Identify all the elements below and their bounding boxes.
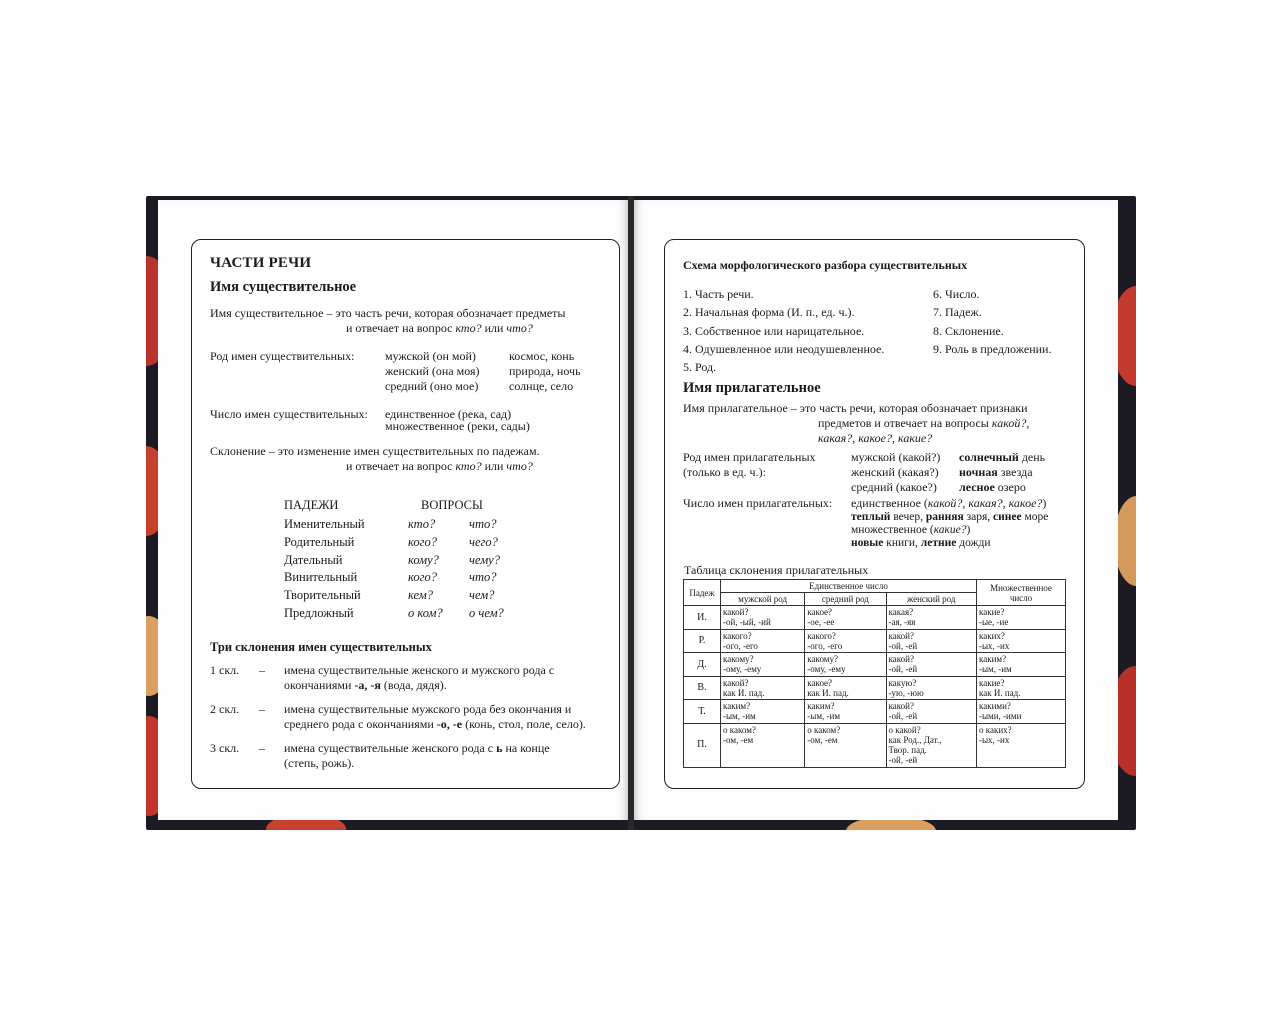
adj-gender-item: женский (какая?) [851,465,939,479]
adj-gender-example: ночная звезда [959,465,1033,479]
scheme-item: 7. Падеж. [933,305,982,319]
scheme-item: 2. Начальная форма (И. п., ед. ч.). [683,305,855,319]
declension-definition-line2: и отвечает на вопрос кто? или что? [346,459,533,473]
table-row [684,606,1066,630]
table-cell: какой? -ой, -ый, -ий [721,606,805,630]
cases-header: ПАДЕЖИ [284,498,339,512]
case-question: кем? [408,588,433,602]
gender-example: солнце, село [509,379,574,393]
case-question: о ком? [408,606,443,620]
table-row [684,629,1066,653]
table-cell: какой? -ой, -ей [886,700,976,724]
adjective-definition-line2: предметов и отвечает на вопросы какой?, [818,416,1030,430]
table-cell: какого? -ого, -его [805,629,886,653]
declension-text: среднего рода с окончаниями -о, -е (конь, стол, поле, село). [284,717,586,731]
declension-label: 1 скл. [210,663,240,677]
table-cell: какого? -ого, -его [721,629,805,653]
scheme-item: 5. Род. [683,360,717,374]
table-header-plural: Множественное число [977,580,1066,606]
noun-number-label: Число имен существительных: [210,407,368,421]
case-question: кому? [408,553,439,567]
table-cell: о каких? -ых, -их [977,723,1066,767]
noun-definition-line2: и отвечает на вопрос кто? или что? [346,321,533,335]
table-cell: каким? -ым, -им [721,700,805,724]
declension-label: 3 скл. [210,741,240,755]
case-question: чему? [469,553,500,567]
table-row [684,700,1066,724]
case-question: кто? [408,517,436,531]
adj-number-singular: единственное (какой?, какая?, какое?) [851,496,1047,510]
declension-text: имена существительные женского и мужского рода с [284,663,555,677]
page-title: ЧАСТИ РЕЧИ [210,255,312,271]
adj-gender-item: средний (какое?) [851,480,937,494]
scheme-item: 8. Склонение. [933,324,1004,338]
scheme-item: 3. Собственное или нарицательное. [683,324,865,338]
table-cell: о каком? -ом, -ем [721,723,805,767]
declension-text: (степь, рожь). [284,756,355,770]
table-cell: какой? -ой, -ей [886,653,976,677]
table-cell: какому? -ому, -ему [805,653,886,677]
number-item: единственное (река, сад) [385,407,512,421]
adj-gender-example: солнечный день [959,450,1046,464]
declension-text: имена существительные женского рода с ь на конце [284,741,550,755]
gender-example: космос, конь [509,349,575,363]
case-question: кого? [408,535,437,549]
case-name: Винительный [284,570,358,584]
case-question: что? [469,570,497,584]
table-cell-case: П. [684,723,721,767]
declension-dash: – [259,741,265,755]
declension-text: окончаниями -а, -я (вода, дядя). [284,678,447,692]
case-question: что? [469,517,497,531]
case-question: чем? [469,588,495,602]
scheme-item: 4. Одушевленное или неодушевленное. [683,342,885,356]
table-cell-case: В. [684,676,721,700]
scheme-item: 1. Часть речи. [683,287,754,301]
number-item: множественное (реки, сады) [385,419,530,433]
adjective-heading: Имя прилагательное [683,380,821,396]
table-cell: каким? -ым, -им [977,653,1066,677]
table-subheader: женский род [886,593,976,606]
adjective-gender-label: Род имен прилагательных [683,450,816,464]
gender-item: женский (она моя) [385,364,480,378]
table-cell-case: Т. [684,700,721,724]
adjective-gender-label: (только в ед. ч.): [683,465,766,479]
table-cell: какую? -ую, -юю [886,676,976,700]
case-question: о чем? [469,606,504,620]
case-name: Родительный [284,535,355,549]
adj-number-plural-examples: новые книги, летние дожди [851,537,991,549]
table-row [684,723,1066,767]
table-row [684,676,1066,700]
declension-label: 2 скл. [210,702,240,716]
table-subheader: средний род [805,593,886,606]
adj-number-plural: множественное (какие?) [851,524,971,536]
table-cell: какое? -ое, -ее [805,606,886,630]
adj-gender-item: мужской (какой?) [851,450,941,464]
gender-item: мужской (он мой) [385,349,476,363]
table-cell: какая? -ая, -яя [886,606,976,630]
declension-text: имена существительные мужского рода без окончания и [284,702,572,716]
case-question: кого? [408,570,437,584]
table-header-singular: Единственное число [721,580,977,593]
case-name: Дательный [284,553,343,567]
table-cell: каким? -ым, -им [805,700,886,724]
table-cell-case: Р. [684,629,721,653]
scheme-item: 9. Роль в предложении. [933,342,1052,356]
table-cell: какой? как И. пад. [721,676,805,700]
declension-dash: – [259,702,265,716]
table-cell-case: Д. [684,653,721,677]
table-cell-case: И. [684,606,721,630]
table-cell: какие? как И. пад. [977,676,1066,700]
table-cell: какими? -ыми, -ими [977,700,1066,724]
book-spine [628,196,634,830]
noun-gender-label: Род имен существительных: [210,349,355,363]
table-header-case: Падеж [684,580,721,606]
declension-definition-line1: Склонение – это изменение имен существительных по падежам. [210,444,540,458]
case-name: Творительный [284,588,361,602]
adj-number-singular-examples: теплый вечер, ранняя заря, синее море [851,511,1049,523]
questions-header: ВОПРОСЫ [421,498,483,512]
declension-table-title: Таблица склонения прилагательных [684,563,869,577]
table-cell: какое? как И. пад. [805,676,886,700]
adjective-definition-line1: Имя прилагательное – это часть речи, которая обозначает признаки [683,401,1028,415]
adjective-declension-table [683,579,1066,768]
scheme-title: Схема морфологического разбора существительных [683,258,968,272]
table-cell: какой? -ой, -ей [886,629,976,653]
table-cell: какие? -ые, -ие [977,606,1066,630]
table-subheader: мужской род [721,593,805,606]
table-cell: каких? -ых, -их [977,629,1066,653]
scheme-item: 6. Число. [933,287,980,301]
case-question: чего? [469,535,498,549]
gender-item: средний (оно мое) [385,379,479,393]
case-name: Именительный [284,517,365,531]
declensions-heading: Три склонения имен существительных [210,640,432,654]
case-name: Предложный [284,606,354,620]
adjective-number-label: Число имен прилагательных: [683,496,833,510]
declension-dash: – [259,663,265,677]
gender-example: природа, ночь [509,364,581,378]
noun-definition-line1: Имя существительное – это часть речи, которая обозначает предметы [210,306,566,320]
table-row [684,653,1066,677]
adjective-definition-line3: какая?, какое?, какие? [818,431,933,445]
table-cell: о каком? -ом, -ем [805,723,886,767]
table-cell: какому? -ому, -ему [721,653,805,677]
adj-gender-example: лесное озеро [959,480,1026,494]
noun-heading: Имя существительное [210,279,357,295]
table-cell: о какой? как Род., Дат., Твор. пад. -ой, -ей [886,723,976,767]
